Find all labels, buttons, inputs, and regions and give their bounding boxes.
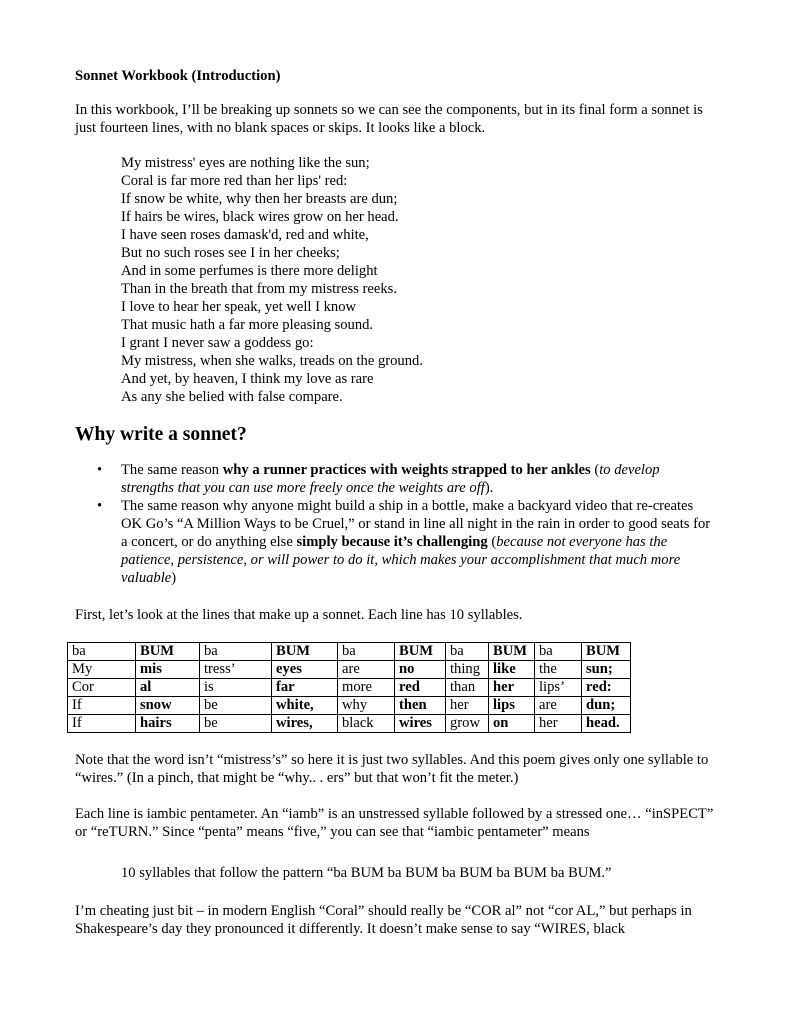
poem-line: I love to hear her speak, yet well I know xyxy=(121,299,357,315)
poem-line: My mistress' eyes are nothing like the sun; xyxy=(121,155,370,171)
poem-line: If hairs be wires, black wires grow on her head. xyxy=(121,209,399,225)
document-title: Sonnet Workbook (Introduction) xyxy=(75,68,281,84)
table-row: If hairs be wires, black wires grow on her head. xyxy=(68,715,631,733)
poem-line: Coral is far more red than her lips' red: xyxy=(121,173,348,189)
poem-line: I have seen roses damask'd, red and white, xyxy=(121,227,369,243)
syllables-intro: First, let’s look at the lines that make up a sonnet. Each line has 10 syllables. xyxy=(75,607,523,623)
table-row: If snow be white, why then her lips are dun; xyxy=(68,697,631,715)
iambic-paragraph: Each line is iambic pentameter. An “iamb” is an unstressed syllable followed by a stressed one… “inSPECT” or “reTURN.” Since “penta” means “five,” you can see that “iambic pentameter” means xyxy=(75,806,714,840)
poem-line: As any she belied with false compare. xyxy=(121,389,343,405)
poem-line: My mistress, when she walks, treads on the ground. xyxy=(121,353,423,369)
poem-line: I grant I never saw a goddess go: xyxy=(121,335,314,351)
meter-table xyxy=(67,642,631,733)
list-item: • The same reason why a runner practices with weights strapped to her ankles (to develop strengths that you can use more freely once the weights are off). xyxy=(97,462,660,496)
poem-line: But no such roses see I in her cheeks; xyxy=(121,245,340,261)
mistress-note: Note that the word isn’t “mistress’s” so here it is just two syllables. And this poem gives only one syllable to “wires.” (In a pinch, that might be “why.. . ers” but that won’t fit the meter.) xyxy=(75,752,709,786)
section-heading: Why write a sonnet? xyxy=(75,424,247,445)
list-item: • The same reason why anyone might build a ship in a bottle, make a backyard video that re-creates OK Go’s “A Million Ways to be Cruel,” or stand in line all night in the rain in order to good seats for a concert, or do anything else simply because it’s challenging (because not everyone has the patience, persistence, or will power to do it, which makes your accomplishment that much more valuable) xyxy=(97,498,711,586)
poem-line: Than in the breath that from my mistress reeks. xyxy=(121,281,397,297)
poem-line: That music hath a far more pleasing sound. xyxy=(121,317,374,333)
table-row: My mis tress’ eyes are no thing like the sun; xyxy=(68,661,631,679)
intro-paragraph: In this workbook, I’ll be breaking up sonnets so we can see the components, but in its final form a sonnet is just fourteen lines, with no blank spaces or skips. It looks like a block. xyxy=(75,102,703,136)
pattern-line: 10 syllables that follow the pattern “ba BUM ba BUM ba BUM ba BUM ba BUM.” xyxy=(121,865,612,881)
reasons-list xyxy=(75,461,715,587)
sonnet-poem xyxy=(121,154,791,406)
poem-line: And yet, by heaven, I think my love as rare xyxy=(121,371,374,387)
cheating-paragraph: I’m cheating just bit – in modern English “Coral” should really be “COR al” not “cor AL,” but perhaps in Shakespeare’s day they pronounced it differently. It doesn’t make sense to say “WIRES, black xyxy=(75,903,692,937)
poem-line: If snow be white, why then her breasts are dun; xyxy=(121,191,398,207)
table-row: Cor al is far more red than her lips’ red: xyxy=(68,679,631,697)
poem-line: And in some perfumes is there more delight xyxy=(121,263,378,279)
bullet-icon: • xyxy=(97,462,103,478)
bullet-icon: • xyxy=(97,498,103,514)
table-header-row: ba BUM ba BUM ba BUM ba BUM ba BUM xyxy=(68,643,631,661)
